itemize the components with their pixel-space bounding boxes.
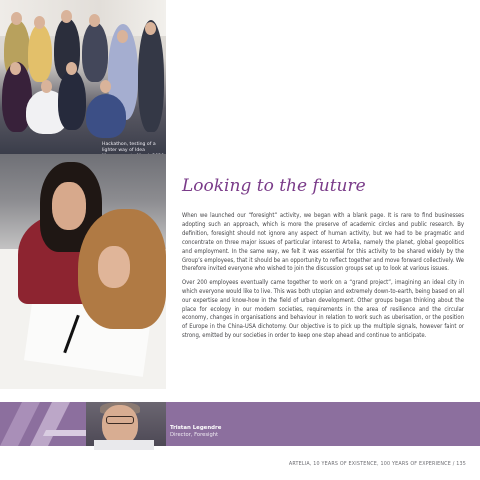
photo-face <box>52 182 86 230</box>
photo-face <box>100 80 111 93</box>
signature-name: Tristan Legendre <box>170 425 222 431</box>
photo-person <box>138 20 164 132</box>
brand-logo-icon <box>0 402 88 446</box>
photo-face <box>145 22 156 35</box>
photo-person <box>58 70 86 130</box>
body-paragraph: Over 200 employees eventually came together to work on a “grand project”, imagining an ideal city in which everyone would like to live. This was both utopian and extremely down-to-earth, being based on all our expertise and know-how in the field of urban development. Other groups began thinking about the place for ecology in our modern societies, requirements in the area of resilience and the circular economy, changes in organisations and behaviour in relation to work such as uberisation, or the position of Europe in the China-USA dichotomy. Our objective is to pick up the multiple signals, however faint or strong, emitted by our societies in order to keep one step ahead and continue to anticipate. <box>182 279 464 340</box>
photo-face <box>11 12 22 25</box>
photo-person <box>82 22 108 82</box>
photo-face <box>66 62 77 75</box>
workshop-photo <box>0 154 166 384</box>
body-paragraph: When we launched our “foresight” activity, we began with a blank page. It is rare to find businesses adopting such an approach, which is more the preserve of academic circles and public research. By definition, foresight should not ignore any aspect of human activity, but we had to be pragmatic and concentrate on three major issues of particular interest to Artelia, namely the planet, global geopolitics and employment. In the same way, we felt it was essential for this activity to be shared widely by the Group’s employees, that it should be an opportunity to reflect together and move forward collectively. We therefore invited everyone who wished to join the discussion groups set up to look at various issues. <box>182 213 464 273</box>
photo-face <box>98 246 130 288</box>
director-portrait <box>86 402 166 446</box>
photo-person <box>86 94 126 138</box>
page-footer: ARTELIA, 10 YEARS OF EXISTENCE, 100 YEARS OF EXPERIENCE / 135 <box>288 462 466 467</box>
photo-face <box>10 62 21 75</box>
group-photo <box>0 0 166 154</box>
signature-role: Director, Foresight <box>170 432 219 438</box>
photo-face <box>61 10 72 23</box>
portrait-face <box>102 405 138 445</box>
photo-face <box>34 16 45 29</box>
photo-face <box>89 14 100 27</box>
photo-face <box>41 80 52 93</box>
photo-face <box>117 30 128 43</box>
section-body <box>182 212 464 346</box>
section-title: Looking to the future <box>182 176 366 196</box>
photo-person <box>28 24 52 82</box>
portrait-shirt <box>94 440 154 450</box>
glasses-icon <box>106 416 134 424</box>
photo-caption: Hackathon, testing of a lighter way of Idea <box>102 142 156 153</box>
